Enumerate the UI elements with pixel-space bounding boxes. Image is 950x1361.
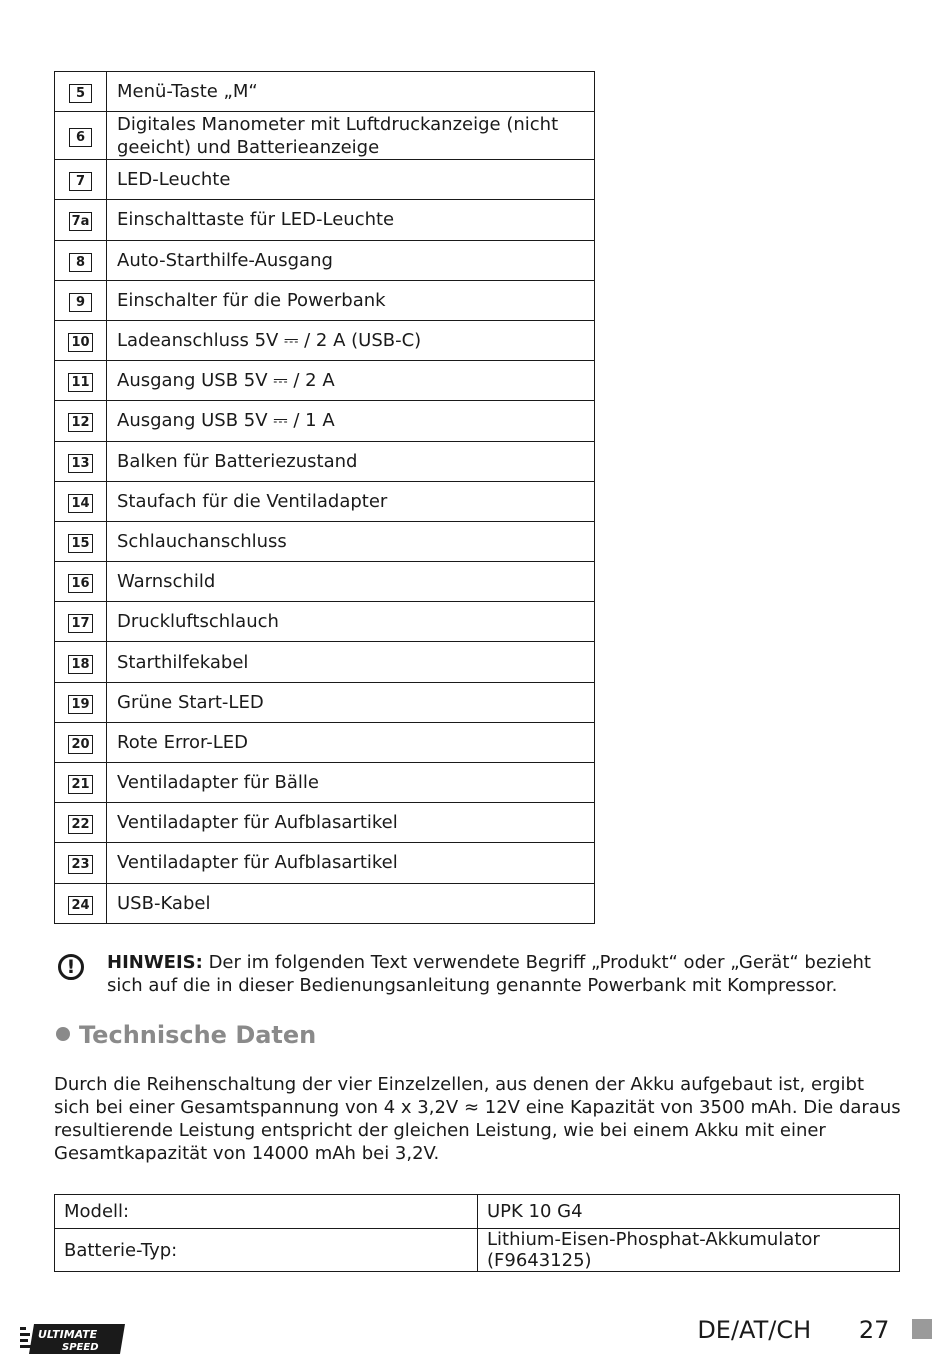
parts-row: [55, 682, 595, 722]
part-number: 20: [68, 735, 92, 754]
part-description: Ventiladapter für Aufblasartikel: [107, 843, 595, 883]
parts-row: [55, 72, 595, 112]
parts-row: [55, 240, 595, 280]
part-number-cell: [55, 112, 107, 160]
part-number: 15: [68, 534, 92, 553]
parts-table-body: [55, 72, 595, 924]
parts-row: [55, 481, 595, 521]
part-description: Digitales Manometer mit Luftdruckanzeige (nicht geeicht) und Batterieanzeige: [107, 112, 595, 160]
parts-row: [55, 401, 595, 441]
part-description: Warnschild: [107, 562, 595, 602]
part-number-cell: [55, 642, 107, 682]
part-number: 12: [68, 413, 92, 432]
spec-value: UPK 10 G4: [478, 1195, 900, 1229]
part-number-cell: [55, 320, 107, 360]
part-number-cell: [55, 722, 107, 762]
part-description: Einschalttaste für LED-Leuchte: [107, 200, 595, 240]
part-number-cell: [55, 72, 107, 112]
parts-row: [55, 763, 595, 803]
part-description: Staufach für die Ventiladapter: [107, 481, 595, 521]
part-description: Grüne Start-LED: [107, 682, 595, 722]
part-number: 18: [68, 655, 92, 674]
exclamation-circle-icon: !: [58, 954, 84, 980]
parts-row: [55, 843, 595, 883]
spec-key: Modell:: [55, 1195, 478, 1229]
part-number: 9: [69, 293, 92, 312]
part-description: Ausgang USB 5V ⎓ / 2 A: [107, 361, 595, 401]
part-number-cell: [55, 843, 107, 883]
part-description: Auto-Starthilfe-Ausgang: [107, 240, 595, 280]
part-number-cell: [55, 240, 107, 280]
part-number-cell: [55, 763, 107, 803]
part-number-cell: [55, 883, 107, 923]
part-number: 6: [69, 128, 92, 147]
parts-table: [54, 71, 595, 924]
page-number: 27: [858, 1316, 890, 1344]
part-description: Einschalter für die Powerbank: [107, 280, 595, 320]
parts-row: [55, 200, 595, 240]
part-description: Starthilfekabel: [107, 642, 595, 682]
part-description: Ventiladapter für Aufblasartikel: [107, 803, 595, 843]
part-number: 8: [69, 253, 92, 272]
part-number: 11: [68, 373, 92, 392]
country-codes: DE/AT/CH: [697, 1316, 812, 1344]
part-number-cell: [55, 441, 107, 481]
section-heading: [56, 1021, 316, 1049]
parts-row: [55, 883, 595, 923]
part-number-cell: [55, 361, 107, 401]
section-title: Technische Daten: [79, 1021, 317, 1049]
part-number: 7a: [69, 212, 93, 231]
part-number: 16: [68, 574, 92, 593]
note-body: Der im folgenden Text verwendete Begriff „Produkt“ oder „Gerät“ bezieht sich auf die in dieser Bedienungsanleitung genannte Powerbank mit Kompressor.: [107, 952, 871, 996]
part-description: Druckluftschlauch: [107, 602, 595, 642]
parts-row: [55, 320, 595, 360]
parts-row: [55, 441, 595, 481]
page-footer: [697, 1316, 932, 1348]
parts-row: [55, 112, 595, 160]
part-number-cell: [55, 160, 107, 200]
part-number-cell: [55, 280, 107, 320]
part-number: 14: [68, 494, 92, 513]
part-number: 24: [68, 896, 92, 915]
part-description: USB-Kabel: [107, 883, 595, 923]
parts-row: [55, 602, 595, 642]
part-number-cell: [55, 200, 107, 240]
part-description: Rote Error-LED: [107, 722, 595, 762]
part-number: 7: [69, 172, 92, 191]
part-description: Ladeanschluss 5V ⎓ / 2 A (USB-C): [107, 320, 595, 360]
brand-logo: [20, 1321, 125, 1357]
part-number-cell: [55, 602, 107, 642]
part-description: Menü-Taste „M“: [107, 72, 595, 112]
part-description: Schlauchanschluss: [107, 521, 595, 561]
parts-row: [55, 803, 595, 843]
page-marker: [912, 1319, 932, 1339]
parts-row: [55, 642, 595, 682]
bullet-icon: [56, 1027, 70, 1041]
parts-row: [55, 280, 595, 320]
spec-row: [55, 1229, 900, 1272]
part-number: 10: [68, 333, 92, 352]
parts-row: [55, 521, 595, 561]
part-number: 19: [68, 695, 92, 714]
parts-row: [55, 562, 595, 602]
logo-line1: ULTIMATE: [38, 1328, 98, 1341]
spec-row: [55, 1195, 900, 1229]
part-number-cell: [55, 562, 107, 602]
part-number: 22: [68, 815, 92, 834]
part-number-cell: [55, 481, 107, 521]
note-label: HINWEIS:: [107, 952, 203, 973]
part-number: 21: [68, 775, 92, 794]
part-description: Ventiladapter für Bälle: [107, 763, 595, 803]
part-number: 23: [68, 855, 92, 874]
part-number-cell: [55, 682, 107, 722]
part-number-cell: [55, 803, 107, 843]
logo-line2: SPEED: [62, 1342, 99, 1353]
part-number: 5: [69, 84, 92, 103]
part-number: 17: [68, 614, 92, 633]
part-description: LED-Leuchte: [107, 160, 595, 200]
note-text: [107, 951, 903, 997]
parts-row: [55, 722, 595, 762]
spec-key: Batterie-Typ:: [55, 1229, 478, 1272]
part-number: 13: [68, 454, 92, 473]
spec-value: Lithium-Eisen-Phosphat-Akkumulator (F9643125): [478, 1229, 900, 1272]
body-paragraph: Durch die Reihenschaltung der vier Einzelzellen, aus denen der Akku aufgebaut ist, ergibt sich bei einer Gesamtspannung von 4 x 3,2V ≈ 12V eine Kapazität von 3500 mAh. Die daraus resultierende Leistung entspricht der gleichen Leistung, wie bei einem Akku mit einer Gesamtkapazität von 14000 mAh bei 3,2V.: [54, 1074, 901, 1164]
spec-table: [54, 1194, 900, 1272]
note-box: [58, 951, 903, 997]
part-description: Ausgang USB 5V ⎓ / 1 A: [107, 401, 595, 441]
parts-row: [55, 361, 595, 401]
part-number-cell: [55, 401, 107, 441]
part-description: Balken für Batteriezustand: [107, 441, 595, 481]
parts-row: [55, 160, 595, 200]
part-number-cell: [55, 521, 107, 561]
